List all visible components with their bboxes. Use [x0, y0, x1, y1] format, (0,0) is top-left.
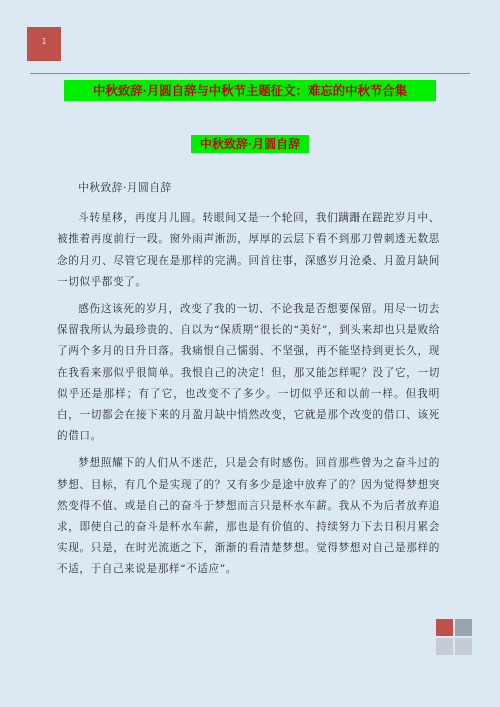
- header-divider: [30, 73, 470, 74]
- document-title: 中秋致辞·月圆自辞与中秋节主题征文：难忘的中秋节合集: [64, 80, 436, 101]
- paragraph: 斗转星移，再度月儿圆。转眼间又是一个轮回，我们蹒跚在蹉跎岁月中、被推着再度前行一段。窗外雨声淅沥，厚厚的云层下看不到那刀曾刺透无数思念的月刃、尽管它现在是那样的完满。回首往事，深感岁月沧桑、月盈月缺间一切似乎都变了。: [57, 212, 440, 288]
- section-title: 中秋致辞·月圆自辞: [191, 135, 309, 153]
- paragraph: 梦想照耀下的人们从不迷茫，只是会有时感伤。回首那些曾为之奋斗过的梦想、目标，有几个是实现了的？又有多少是途中放弃了的？因为觉得梦想突然变得不值、或是自己的奋斗于梦想而言只是杯水车薪。我从不为后者放弃追求，即使自己的奋斗是杯水车薪，那也是有价值的、持续努力下去日积月累会实现。只是，在时光流逝之下，渐渐的看清楚梦想。觉得梦想对自己是那样的不适，于自己来说是那样“不适应”。: [57, 457, 440, 576]
- article-heading-line: 中秋致辞·月圆自辞: [78, 182, 172, 194]
- corner-square: [455, 638, 472, 655]
- article-body: [57, 178, 440, 581]
- paragraph: 感伤这该死的岁月，改变了我的一切、不论我是否想要保留。用尽一切去保留我所认为最珍贵的、自以为“保质期”很长的“美好”，到头来却也只是败给了两个多月的日升日落。我痛恨自己懦弱、不坚强，再不能坚持到更长久，现在我看来那似乎很简单。我恨自己的决定！但，那又能怎样呢？没了它，一切似乎还是那样；有了它，也改变不了多少。一切似乎还和以前一样。但我明白，一切都会在接下来的月盈月缺中悄然改变，它就是那个改变的借口、该死的借口。: [57, 303, 440, 443]
- corner-decoration: [436, 619, 472, 655]
- corner-square: [455, 619, 472, 636]
- corner-square: [436, 638, 453, 655]
- corner-square: [436, 619, 453, 636]
- page-number-badge: 1: [27, 27, 61, 61]
